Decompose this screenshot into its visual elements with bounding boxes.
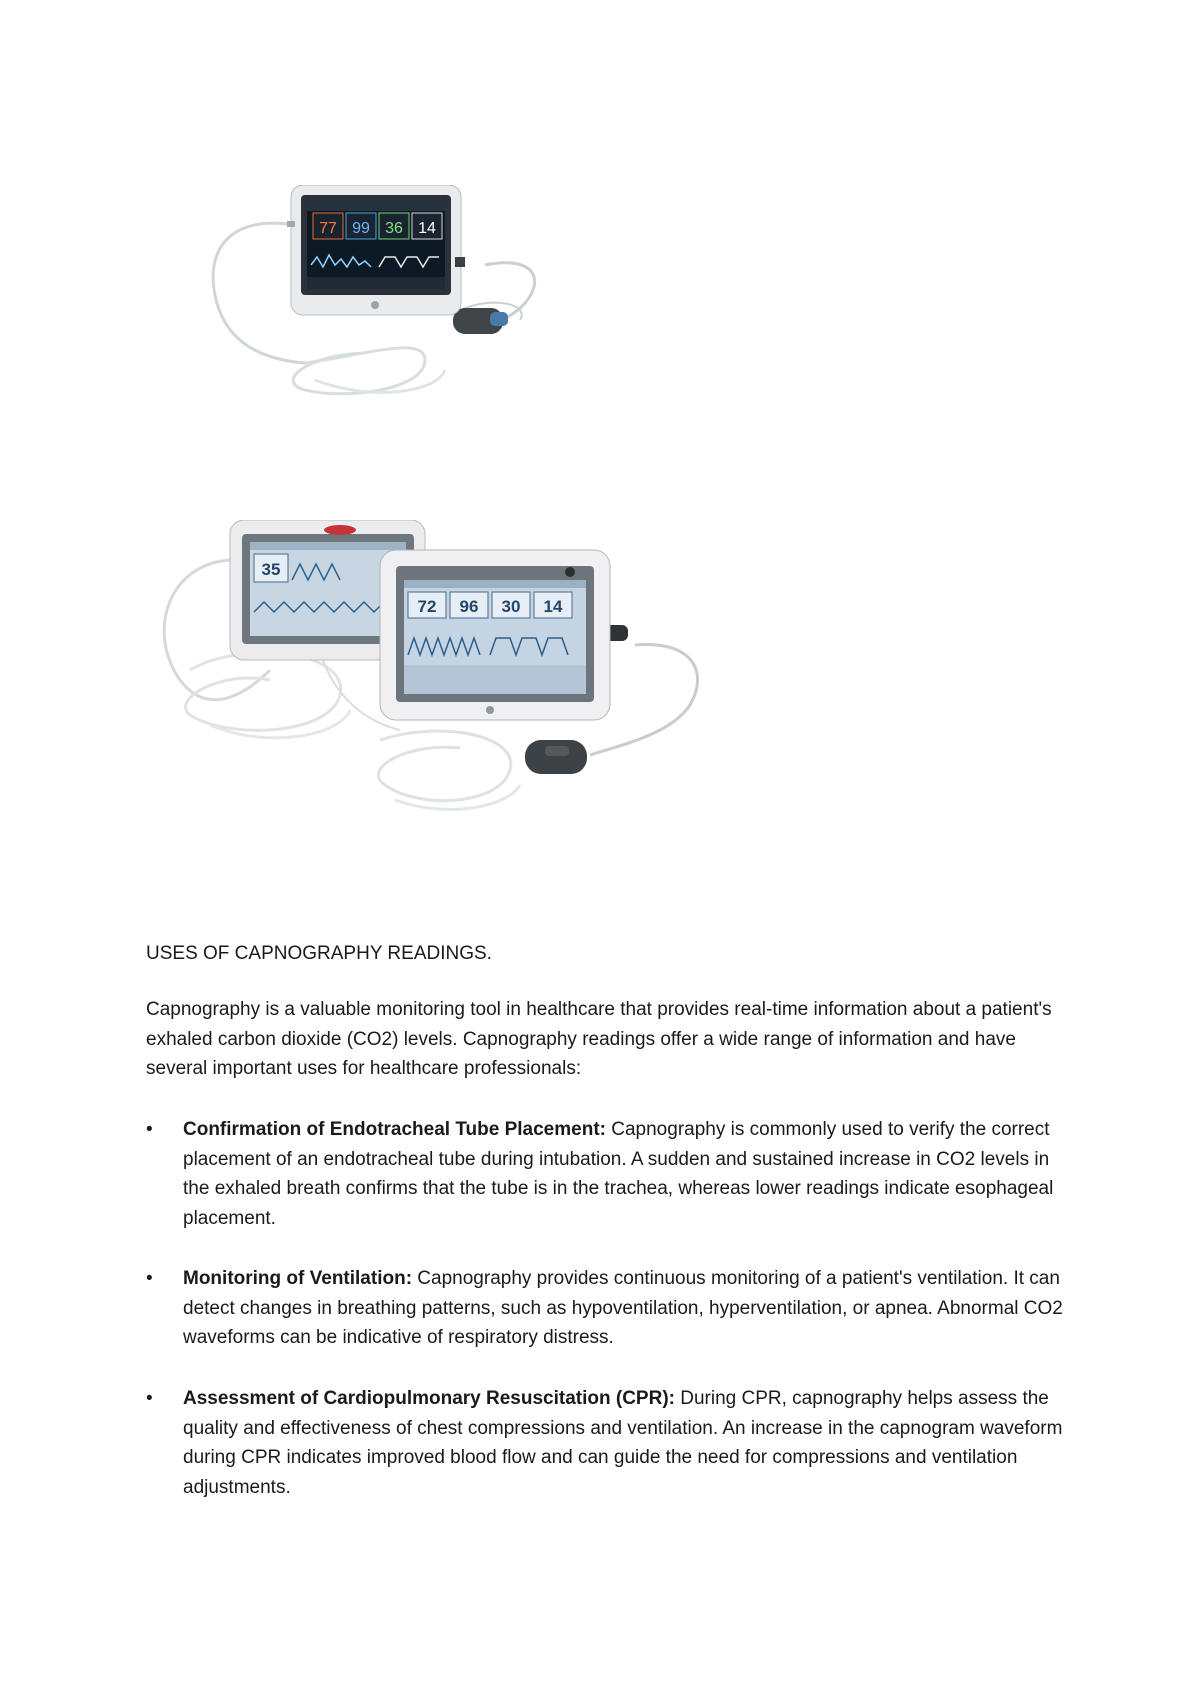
- list-item-title: Assessment of Cardiopulmonary Resuscitation (CPR):: [183, 1388, 675, 1409]
- reading-etco2: 36: [385, 220, 403, 237]
- front-reading-2: 96: [459, 597, 479, 616]
- front-reading-4: 14: [543, 597, 563, 616]
- reading-hr: 77: [319, 220, 337, 237]
- bullet-icon: •: [146, 1388, 153, 1409]
- list-item-body: [183, 1264, 1063, 1353]
- capnography-monitor-image: [195, 185, 625, 425]
- list-item-title: Monitoring of Ventilation:: [183, 1268, 413, 1289]
- reading-spo2: 99: [352, 220, 370, 237]
- list-item-text: During CPR, capnography helps assess the quality and effectiveness of chest compressions and ventilation. An increase in the capnogram waveform during CPR indicates improved blood flow and can guide the need for compressions and ventilation adjustments.: [183, 1388, 1063, 1498]
- section-heading: USES OF CAPNOGRAPHY READINGS.: [146, 943, 492, 964]
- list-item-text: Capnography provides continuous monitoring of a patient's ventilation. It can detect changes in breathing patterns, such as hypoventilation, hyperventilation, or apnea. Abnormal CO2 waveforms can be indicative of respiratory distress.: [183, 1268, 1063, 1348]
- reading-rr: 14: [418, 220, 436, 237]
- list-item-body: [183, 1384, 1063, 1502]
- list-item-text: Capnography is commonly used to verify the correct placement of an endotracheal tube during intubation. A sudden and sustained increase in CO2 levels in the exhaled breath confirms that the tube is in the trachea, whereas lower readings indicate esophageal placement.: [183, 1119, 1054, 1229]
- front-reading-1: 72: [417, 597, 437, 616]
- list-item-title: Confirmation of Endotracheal Tube Placement:: [183, 1119, 606, 1140]
- capnography-monitors-pair-image: [150, 520, 735, 840]
- front-reading-3: 30: [501, 597, 521, 616]
- list-item-body: [183, 1115, 1063, 1233]
- bullet-icon: •: [146, 1119, 153, 1140]
- intro-paragraph: Capnography is a valuable monitoring tool in healthcare that provides real-time information about a patient's exhaled carbon dioxide (CO2) levels. Capnography readings offer a wide range of information and have several important uses for healthcare professionals:: [146, 999, 1052, 1079]
- bullet-icon: •: [146, 1268, 153, 1289]
- back-reading: 35: [261, 560, 281, 579]
